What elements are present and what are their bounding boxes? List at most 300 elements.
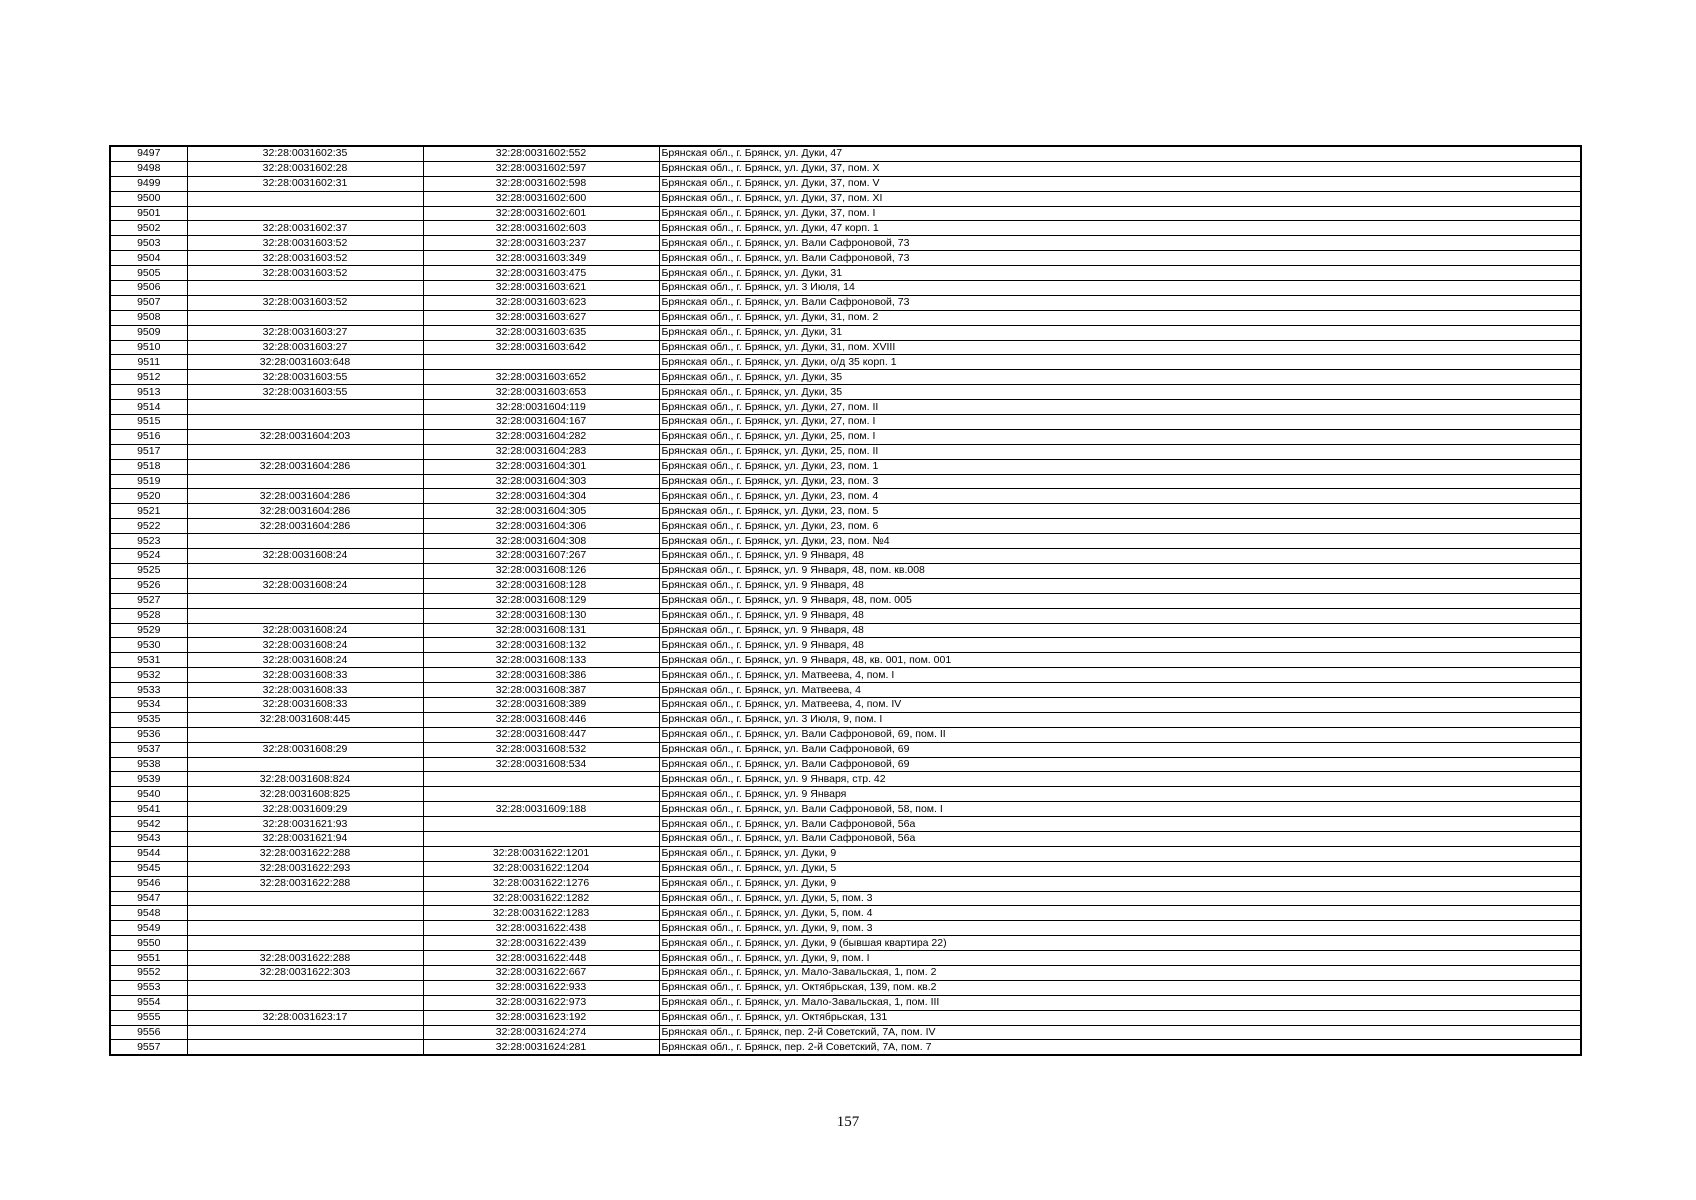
parcel-cadastral-cell: 32:28:0031608:33	[187, 668, 423, 683]
parcel-cadastral-cell	[187, 980, 423, 995]
parcel-cadastral-cell	[187, 310, 423, 325]
row-number-cell: 9533	[110, 683, 187, 698]
object-cadastral-cell: 32:28:0031608:130	[423, 608, 659, 623]
object-cadastral-cell: 32:28:0031602:603	[423, 221, 659, 236]
address-cell: Брянская обл., г. Брянск, ул. 3 Июля, 9, пом. I	[659, 712, 1581, 727]
table-row	[110, 340, 1581, 355]
object-cadastral-cell: 32:28:0031608:126	[423, 563, 659, 578]
table-row	[110, 1040, 1581, 1055]
object-cadastral-cell: 32:28:0031608:389	[423, 697, 659, 712]
parcel-cadastral-cell	[187, 891, 423, 906]
parcel-cadastral-cell	[187, 1040, 423, 1055]
address-cell: Брянская обл., г. Брянск, ул. Октябрьская, 139, пом. кв.2	[659, 980, 1581, 995]
parcel-cadastral-cell: 32:28:0031608:24	[187, 653, 423, 668]
parcel-cadastral-cell: 32:28:0031608:825	[187, 787, 423, 802]
object-cadastral-cell: 32:28:0031623:192	[423, 1010, 659, 1025]
address-cell: Брянская обл., г. Брянск, ул. Вали Сафроновой, 69	[659, 757, 1581, 772]
address-cell: Брянская обл., г. Брянск, ул. Дуки, 31	[659, 266, 1581, 281]
row-number-cell: 9537	[110, 742, 187, 757]
object-cadastral-cell: 32:28:0031622:1276	[423, 876, 659, 891]
row-number-cell: 9521	[110, 504, 187, 519]
row-number-cell: 9523	[110, 534, 187, 549]
table-row	[110, 1010, 1581, 1025]
row-number-cell: 9512	[110, 370, 187, 385]
address-cell: Брянская обл., г. Брянск, пер. 2-й Советский, 7А, пом. 7	[659, 1040, 1581, 1055]
table-row	[110, 712, 1581, 727]
address-cell: Брянская обл., г. Брянск, ул. Дуки, 23, пом. 4	[659, 489, 1581, 504]
address-cell: Брянская обл., г. Брянск, ул. Мало-Завальская, 1, пом. III	[659, 995, 1581, 1010]
table-row	[110, 742, 1581, 757]
row-number-cell: 9532	[110, 668, 187, 683]
table-row	[110, 861, 1581, 876]
parcel-cadastral-cell	[187, 474, 423, 489]
parcel-cadastral-cell: 32:28:0031602:37	[187, 221, 423, 236]
address-cell: Брянская обл., г. Брянск, ул. 9 Января	[659, 787, 1581, 802]
table-row	[110, 727, 1581, 742]
table-row	[110, 921, 1581, 936]
parcel-cadastral-cell	[187, 534, 423, 549]
row-number-cell: 9509	[110, 325, 187, 340]
object-cadastral-cell: 32:28:0031602:552	[423, 146, 659, 161]
row-number-cell: 9544	[110, 846, 187, 861]
address-cell: Брянская обл., г. Брянск, ул. 9 Января, 48, пом. 005	[659, 593, 1581, 608]
registry-table-body	[110, 146, 1581, 1055]
object-cadastral-cell: 32:28:0031603:623	[423, 295, 659, 310]
address-cell: Брянская обл., г. Брянск, ул. 9 Января, стр. 42	[659, 772, 1581, 787]
table-row	[110, 459, 1581, 474]
address-cell: Брянская обл., г. Брянск, ул. Дуки, 25, пом. II	[659, 444, 1581, 459]
address-cell: Брянская обл., г. Брянск, ул. Вали Сафроновой, 73	[659, 236, 1581, 251]
object-cadastral-cell: 32:28:0031622:973	[423, 995, 659, 1010]
registry-table	[109, 145, 1582, 1056]
object-cadastral-cell: 32:28:0031608:387	[423, 683, 659, 698]
address-cell: Брянская обл., г. Брянск, ул. Октябрьская, 131	[659, 1010, 1581, 1025]
row-number-cell: 9545	[110, 861, 187, 876]
address-cell: Брянская обл., г. Брянск, ул. Дуки, 31	[659, 325, 1581, 340]
address-cell: Брянская обл., г. Брянск, ул. Дуки, о/д 35 корп. 1	[659, 355, 1581, 370]
parcel-cadastral-cell: 32:28:0031604:286	[187, 504, 423, 519]
parcel-cadastral-cell: 32:28:0031602:31	[187, 176, 423, 191]
table-row	[110, 965, 1581, 980]
object-cadastral-cell: 32:28:0031608:532	[423, 742, 659, 757]
address-cell: Брянская обл., г. Брянск, ул. Дуки, 47 корп. 1	[659, 221, 1581, 236]
object-cadastral-cell: 32:28:0031603:237	[423, 236, 659, 251]
address-cell: Брянская обл., г. Брянск, ул. Дуки, 9, пом. I	[659, 951, 1581, 966]
parcel-cadastral-cell	[187, 1025, 423, 1040]
object-cadastral-cell: 32:28:0031603:627	[423, 310, 659, 325]
row-number-cell: 9529	[110, 623, 187, 638]
row-number-cell: 9546	[110, 876, 187, 891]
row-number-cell: 9518	[110, 459, 187, 474]
table-row	[110, 549, 1581, 564]
row-number-cell: 9527	[110, 593, 187, 608]
table-row	[110, 236, 1581, 251]
registry-table-container	[109, 145, 1580, 1056]
parcel-cadastral-cell: 32:28:0031608:824	[187, 772, 423, 787]
object-cadastral-cell: 32:28:0031604:283	[423, 444, 659, 459]
parcel-cadastral-cell: 32:28:0031602:28	[187, 161, 423, 176]
table-row	[110, 281, 1581, 296]
parcel-cadastral-cell: 32:28:0031608:24	[187, 578, 423, 593]
address-cell: Брянская обл., г. Брянск, ул. Дуки, 9	[659, 846, 1581, 861]
row-number-cell: 9525	[110, 563, 187, 578]
parcel-cadastral-cell: 32:28:0031623:17	[187, 1010, 423, 1025]
table-row	[110, 295, 1581, 310]
table-row	[110, 489, 1581, 504]
row-number-cell: 9556	[110, 1025, 187, 1040]
parcel-cadastral-cell: 32:28:0031603:52	[187, 295, 423, 310]
address-cell: Брянская обл., г. Брянск, ул. Дуки, 23, пом. №4	[659, 534, 1581, 549]
row-number-cell: 9515	[110, 415, 187, 430]
object-cadastral-cell: 32:28:0031608:131	[423, 623, 659, 638]
parcel-cadastral-cell: 32:28:0031603:27	[187, 340, 423, 355]
table-row	[110, 534, 1581, 549]
object-cadastral-cell: 32:28:0031608:128	[423, 578, 659, 593]
table-row	[110, 519, 1581, 534]
parcel-cadastral-cell	[187, 191, 423, 206]
address-cell: Брянская обл., г. Брянск, ул. Дуки, 5, пом. 4	[659, 906, 1581, 921]
address-cell: Брянская обл., г. Брянск, ул. Дуки, 5	[659, 861, 1581, 876]
object-cadastral-cell	[423, 787, 659, 802]
object-cadastral-cell: 32:28:0031604:306	[423, 519, 659, 534]
address-cell: Брянская обл., г. Брянск, ул. Дуки, 37, пом. X	[659, 161, 1581, 176]
parcel-cadastral-cell: 32:28:0031603:52	[187, 236, 423, 251]
parcel-cadastral-cell: 32:28:0031603:52	[187, 251, 423, 266]
row-number-cell: 9500	[110, 191, 187, 206]
table-row	[110, 891, 1581, 906]
parcel-cadastral-cell: 32:28:0031603:27	[187, 325, 423, 340]
address-cell: Брянская обл., г. Брянск, ул. Матвеева, 4, пом. I	[659, 668, 1581, 683]
row-number-cell: 9549	[110, 921, 187, 936]
parcel-cadastral-cell: 32:28:0031621:94	[187, 831, 423, 846]
row-number-cell: 9554	[110, 995, 187, 1010]
row-number-cell: 9550	[110, 936, 187, 951]
row-number-cell: 9501	[110, 206, 187, 221]
address-cell: Брянская обл., г. Брянск, ул. Дуки, 23, пом. 6	[659, 519, 1581, 534]
row-number-cell: 9499	[110, 176, 187, 191]
row-number-cell: 9531	[110, 653, 187, 668]
address-cell: Брянская обл., г. Брянск, ул. 9 Января, 48	[659, 638, 1581, 653]
object-cadastral-cell: 32:28:0031608:386	[423, 668, 659, 683]
table-row	[110, 787, 1581, 802]
parcel-cadastral-cell	[187, 281, 423, 296]
parcel-cadastral-cell: 32:28:0031604:203	[187, 429, 423, 444]
row-number-cell: 9534	[110, 697, 187, 712]
object-cadastral-cell: 32:28:0031603:652	[423, 370, 659, 385]
parcel-cadastral-cell: 32:28:0031604:286	[187, 459, 423, 474]
table-row	[110, 995, 1581, 1010]
table-row	[110, 355, 1581, 370]
parcel-cadastral-cell: 32:28:0031604:286	[187, 489, 423, 504]
parcel-cadastral-cell	[187, 608, 423, 623]
row-number-cell: 9519	[110, 474, 187, 489]
row-number-cell: 9517	[110, 444, 187, 459]
address-cell: Брянская обл., г. Брянск, ул. Дуки, 47	[659, 146, 1581, 161]
table-row	[110, 638, 1581, 653]
address-cell: Брянская обл., г. Брянск, ул. Вали Сафроновой, 73	[659, 295, 1581, 310]
table-row	[110, 623, 1581, 638]
address-cell: Брянская обл., г. Брянск, ул. Вали Сафроновой, 69, пом. II	[659, 727, 1581, 742]
table-row	[110, 876, 1581, 891]
parcel-cadastral-cell: 32:28:0031604:286	[187, 519, 423, 534]
table-row	[110, 385, 1581, 400]
object-cadastral-cell: 32:28:0031609:188	[423, 802, 659, 817]
parcel-cadastral-cell: 32:28:0031622:288	[187, 951, 423, 966]
table-row	[110, 683, 1581, 698]
parcel-cadastral-cell: 32:28:0031609:29	[187, 802, 423, 817]
row-number-cell: 9557	[110, 1040, 187, 1055]
row-number-cell: 9542	[110, 817, 187, 832]
row-number-cell: 9497	[110, 146, 187, 161]
address-cell: Брянская обл., г. Брянск, ул. Дуки, 27, пом. II	[659, 400, 1581, 415]
row-number-cell: 9526	[110, 578, 187, 593]
address-cell: Брянская обл., г. Брянск, ул. Дуки, 27, пом. I	[659, 415, 1581, 430]
object-cadastral-cell: 32:28:0031622:1283	[423, 906, 659, 921]
row-number-cell: 9506	[110, 281, 187, 296]
table-row	[110, 653, 1581, 668]
parcel-cadastral-cell	[187, 757, 423, 772]
object-cadastral-cell: 32:28:0031622:439	[423, 936, 659, 951]
object-cadastral-cell: 32:28:0031603:475	[423, 266, 659, 281]
address-cell: Брянская обл., г. Брянск, ул. 9 Января, 48, пом. кв.008	[659, 563, 1581, 578]
row-number-cell: 9511	[110, 355, 187, 370]
table-row	[110, 325, 1581, 340]
row-number-cell: 9540	[110, 787, 187, 802]
object-cadastral-cell: 32:28:0031608:132	[423, 638, 659, 653]
row-number-cell: 9530	[110, 638, 187, 653]
table-row	[110, 757, 1581, 772]
parcel-cadastral-cell	[187, 415, 423, 430]
address-cell: Брянская обл., г. Брянск, ул. Дуки, 31, пом. 2	[659, 310, 1581, 325]
table-row	[110, 176, 1581, 191]
address-cell: Брянская обл., г. Брянск, ул. 9 Января, 48	[659, 608, 1581, 623]
table-row	[110, 206, 1581, 221]
parcel-cadastral-cell	[187, 995, 423, 1010]
parcel-cadastral-cell	[187, 936, 423, 951]
parcel-cadastral-cell	[187, 206, 423, 221]
row-number-cell: 9543	[110, 831, 187, 846]
address-cell: Брянская обл., г. Брянск, ул. Мало-Завальская, 1, пом. 2	[659, 965, 1581, 980]
row-number-cell: 9552	[110, 965, 187, 980]
parcel-cadastral-cell: 32:28:0031608:24	[187, 549, 423, 564]
table-row	[110, 1025, 1581, 1040]
address-cell: Брянская обл., г. Брянск, ул. Вали Сафроновой, 56а	[659, 831, 1581, 846]
object-cadastral-cell: 32:28:0031604:119	[423, 400, 659, 415]
table-row	[110, 951, 1581, 966]
table-row	[110, 980, 1581, 995]
object-cadastral-cell: 32:28:0031622:448	[423, 951, 659, 966]
parcel-cadastral-cell: 32:28:0031608:24	[187, 638, 423, 653]
row-number-cell: 9541	[110, 802, 187, 817]
table-row	[110, 802, 1581, 817]
table-row	[110, 415, 1581, 430]
parcel-cadastral-cell	[187, 400, 423, 415]
object-cadastral-cell: 32:28:0031604:308	[423, 534, 659, 549]
table-row	[110, 191, 1581, 206]
object-cadastral-cell: 32:28:0031608:447	[423, 727, 659, 742]
parcel-cadastral-cell: 32:28:0031608:33	[187, 683, 423, 698]
row-number-cell: 9510	[110, 340, 187, 355]
address-cell: Брянская обл., г. Брянск, ул. Дуки, 9 (бывшая квартира 22)	[659, 936, 1581, 951]
page-number: 157	[836, 1114, 860, 1130]
address-cell: Брянская обл., г. Брянск, ул. Дуки, 9, пом. 3	[659, 921, 1581, 936]
parcel-cadastral-cell: 32:28:0031608:29	[187, 742, 423, 757]
object-cadastral-cell: 32:28:0031603:635	[423, 325, 659, 340]
object-cadastral-cell: 32:28:0031607:267	[423, 549, 659, 564]
object-cadastral-cell	[423, 817, 659, 832]
row-number-cell: 9535	[110, 712, 187, 727]
parcel-cadastral-cell	[187, 921, 423, 936]
parcel-cadastral-cell: 32:28:0031603:648	[187, 355, 423, 370]
object-cadastral-cell: 32:28:0031602:597	[423, 161, 659, 176]
object-cadastral-cell: 32:28:0031608:534	[423, 757, 659, 772]
row-number-cell: 9508	[110, 310, 187, 325]
object-cadastral-cell: 32:28:0031604:167	[423, 415, 659, 430]
address-cell: Брянская обл., г. Брянск, ул. Дуки, 9	[659, 876, 1581, 891]
table-row	[110, 504, 1581, 519]
table-row	[110, 668, 1581, 683]
address-cell: Брянская обл., г. Брянск, ул. Вали Сафроновой, 58, пом. I	[659, 802, 1581, 817]
table-row	[110, 563, 1581, 578]
table-row	[110, 221, 1581, 236]
parcel-cadastral-cell: 32:28:0031622:288	[187, 846, 423, 861]
address-cell: Брянская обл., г. Брянск, ул. Дуки, 23, пом. 3	[659, 474, 1581, 489]
address-cell: Брянская обл., г. Брянск, ул. Матвеева, 4	[659, 683, 1581, 698]
table-row	[110, 474, 1581, 489]
row-number-cell: 9538	[110, 757, 187, 772]
table-row	[110, 146, 1581, 161]
row-number-cell: 9528	[110, 608, 187, 623]
row-number-cell: 9547	[110, 891, 187, 906]
object-cadastral-cell: 32:28:0031602:600	[423, 191, 659, 206]
address-cell: Брянская обл., г. Брянск, ул. 9 Января, 48	[659, 578, 1581, 593]
object-cadastral-cell: 32:28:0031603:642	[423, 340, 659, 355]
object-cadastral-cell: 32:28:0031604:305	[423, 504, 659, 519]
row-number-cell: 9539	[110, 772, 187, 787]
object-cadastral-cell: 32:28:0031622:1282	[423, 891, 659, 906]
object-cadastral-cell: 32:28:0031604:282	[423, 429, 659, 444]
object-cadastral-cell	[423, 831, 659, 846]
object-cadastral-cell: 32:28:0031622:933	[423, 980, 659, 995]
address-cell: Брянская обл., г. Брянск, ул. Дуки, 35	[659, 385, 1581, 400]
table-row	[110, 266, 1581, 281]
object-cadastral-cell: 32:28:0031608:446	[423, 712, 659, 727]
address-cell: Брянская обл., г. Брянск, ул. Дуки, 25, пом. I	[659, 429, 1581, 444]
table-row	[110, 772, 1581, 787]
object-cadastral-cell: 32:28:0031622:438	[423, 921, 659, 936]
address-cell: Брянская обл., г. Брянск, ул. 9 Января, 48	[659, 623, 1581, 638]
row-number-cell: 9524	[110, 549, 187, 564]
address-cell: Брянская обл., г. Брянск, ул. Дуки, 35	[659, 370, 1581, 385]
parcel-cadastral-cell: 32:28:0031621:93	[187, 817, 423, 832]
object-cadastral-cell: 32:28:0031622:1201	[423, 846, 659, 861]
row-number-cell: 9548	[110, 906, 187, 921]
row-number-cell: 9555	[110, 1010, 187, 1025]
row-number-cell: 9536	[110, 727, 187, 742]
row-number-cell: 9522	[110, 519, 187, 534]
table-row	[110, 906, 1581, 921]
table-row	[110, 400, 1581, 415]
object-cadastral-cell: 32:28:0031622:667	[423, 965, 659, 980]
object-cadastral-cell: 32:28:0031603:653	[423, 385, 659, 400]
address-cell: Брянская обл., г. Брянск, ул. Вали Сафроновой, 56а	[659, 817, 1581, 832]
parcel-cadastral-cell	[187, 563, 423, 578]
parcel-cadastral-cell: 32:28:0031622:288	[187, 876, 423, 891]
object-cadastral-cell	[423, 772, 659, 787]
object-cadastral-cell: 32:28:0031603:621	[423, 281, 659, 296]
address-cell: Брянская обл., г. Брянск, ул. 3 Июля, 14	[659, 281, 1581, 296]
row-number-cell: 9520	[110, 489, 187, 504]
table-row	[110, 251, 1581, 266]
parcel-cadastral-cell: 32:28:0031603:55	[187, 385, 423, 400]
table-row	[110, 370, 1581, 385]
row-number-cell: 9505	[110, 266, 187, 281]
row-number-cell: 9502	[110, 221, 187, 236]
address-cell: Брянская обл., г. Брянск, ул. Дуки, 23, пом. 5	[659, 504, 1581, 519]
row-number-cell: 9513	[110, 385, 187, 400]
row-number-cell: 9516	[110, 429, 187, 444]
address-cell: Брянская обл., г. Брянск, ул. Дуки, 37, пом. XI	[659, 191, 1581, 206]
parcel-cadastral-cell: 32:28:0031608:24	[187, 623, 423, 638]
object-cadastral-cell	[423, 355, 659, 370]
address-cell: Брянская обл., г. Брянск, ул. 9 Января, 48, кв. 001, пом. 001	[659, 653, 1581, 668]
address-cell: Брянская обл., г. Брянск, ул. Вали Сафроновой, 73	[659, 251, 1581, 266]
table-row	[110, 161, 1581, 176]
row-number-cell: 9551	[110, 951, 187, 966]
table-row	[110, 593, 1581, 608]
object-cadastral-cell: 32:28:0031604:301	[423, 459, 659, 474]
parcel-cadastral-cell: 32:28:0031602:35	[187, 146, 423, 161]
row-number-cell: 9553	[110, 980, 187, 995]
table-row	[110, 310, 1581, 325]
parcel-cadastral-cell: 32:28:0031622:293	[187, 861, 423, 876]
table-row	[110, 444, 1581, 459]
address-cell: Брянская обл., г. Брянск, ул. Дуки, 37, пом. V	[659, 176, 1581, 191]
object-cadastral-cell: 32:28:0031602:598	[423, 176, 659, 191]
object-cadastral-cell: 32:28:0031604:303	[423, 474, 659, 489]
row-number-cell: 9503	[110, 236, 187, 251]
address-cell: Брянская обл., г. Брянск, ул. Дуки, 37, пом. I	[659, 206, 1581, 221]
table-row	[110, 608, 1581, 623]
address-cell: Брянская обл., г. Брянск, ул. Дуки, 31, пом. XVIII	[659, 340, 1581, 355]
parcel-cadastral-cell	[187, 727, 423, 742]
address-cell: Брянская обл., г. Брянск, пер. 2-й Советский, 7А, пом. IV	[659, 1025, 1581, 1040]
table-row	[110, 817, 1581, 832]
parcel-cadastral-cell	[187, 444, 423, 459]
object-cadastral-cell: 32:28:0031622:1204	[423, 861, 659, 876]
object-cadastral-cell: 32:28:0031602:601	[423, 206, 659, 221]
row-number-cell: 9504	[110, 251, 187, 266]
parcel-cadastral-cell	[187, 906, 423, 921]
row-number-cell: 9498	[110, 161, 187, 176]
address-cell: Брянская обл., г. Брянск, ул. Вали Сафроновой, 69	[659, 742, 1581, 757]
table-row	[110, 936, 1581, 951]
object-cadastral-cell: 32:28:0031608:129	[423, 593, 659, 608]
table-row	[110, 831, 1581, 846]
table-row	[110, 846, 1581, 861]
object-cadastral-cell: 32:28:0031624:281	[423, 1040, 659, 1055]
parcel-cadastral-cell: 32:28:0031603:52	[187, 266, 423, 281]
table-row	[110, 697, 1581, 712]
object-cadastral-cell: 32:28:0031608:133	[423, 653, 659, 668]
parcel-cadastral-cell: 32:28:0031603:55	[187, 370, 423, 385]
parcel-cadastral-cell: 32:28:0031622:303	[187, 965, 423, 980]
address-cell: Брянская обл., г. Брянск, ул. Дуки, 23, пом. 1	[659, 459, 1581, 474]
parcel-cadastral-cell: 32:28:0031608:445	[187, 712, 423, 727]
address-cell: Брянская обл., г. Брянск, ул. 9 Января, 48	[659, 549, 1581, 564]
table-row	[110, 578, 1581, 593]
object-cadastral-cell: 32:28:0031603:349	[423, 251, 659, 266]
